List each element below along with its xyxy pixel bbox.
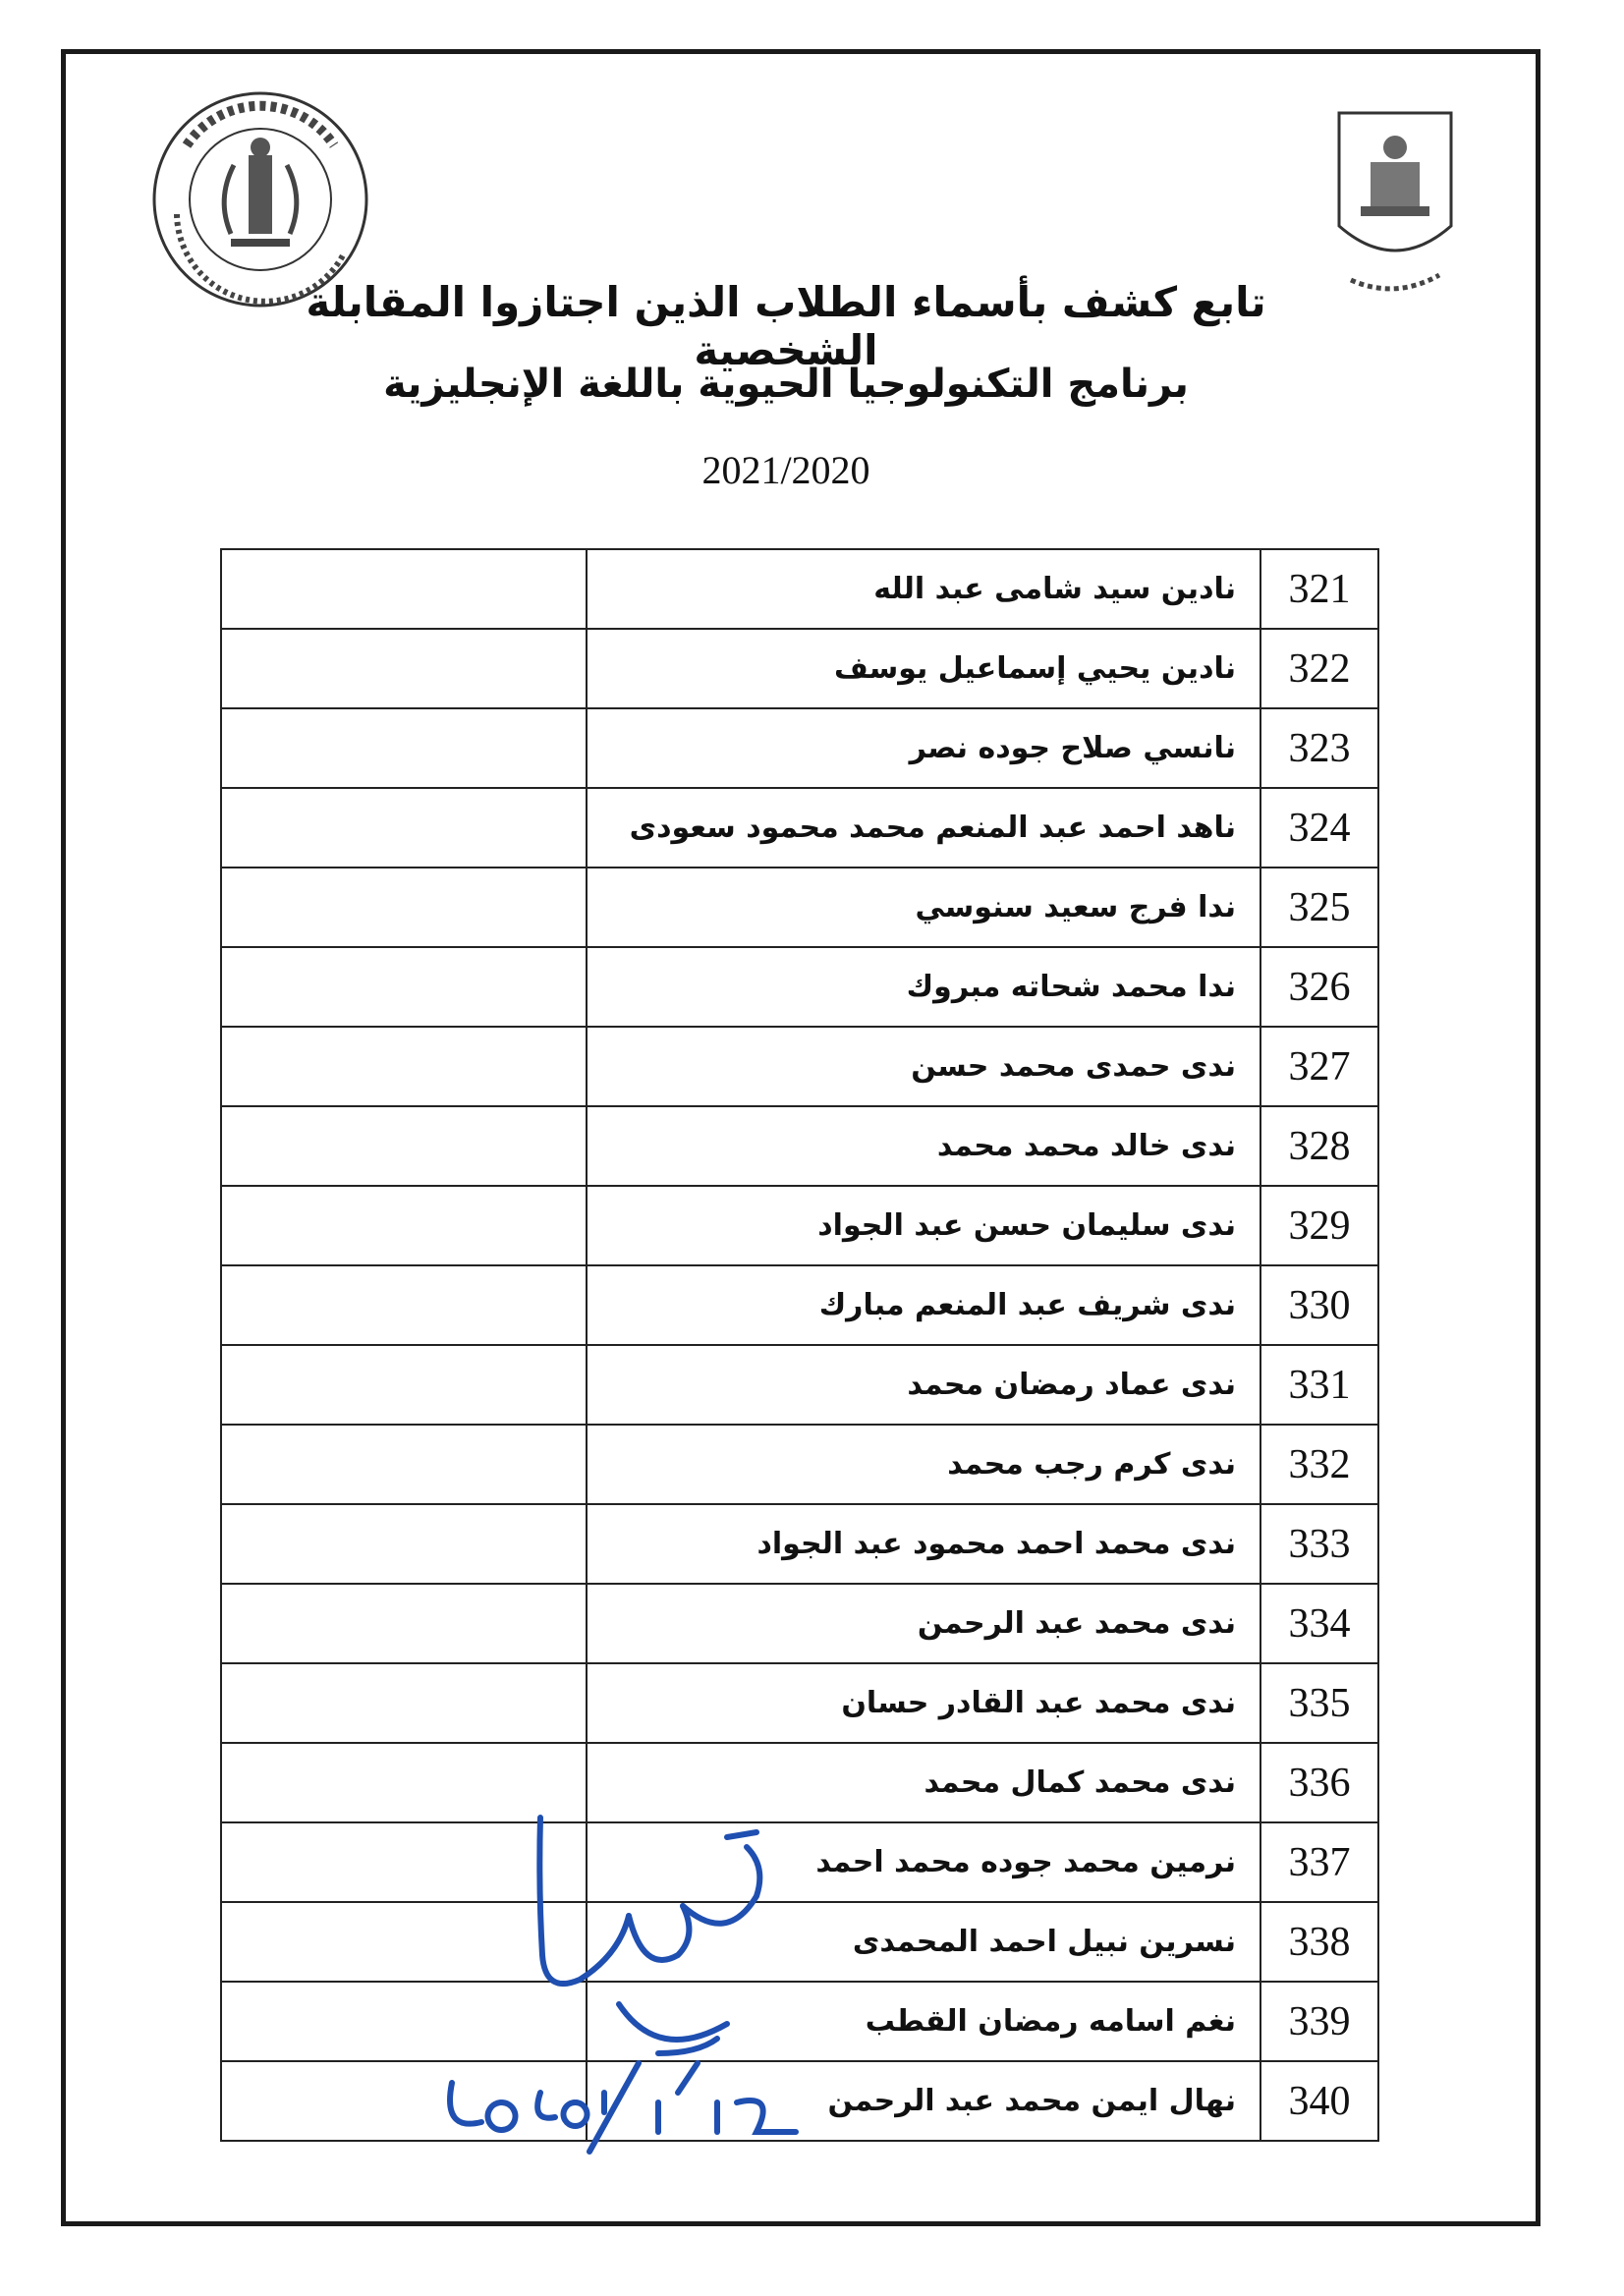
table-row <box>221 549 1378 629</box>
notes-cell <box>221 947 587 1027</box>
serial-number-cell: 326 <box>1260 947 1378 1027</box>
notes-cell <box>221 868 587 947</box>
handwritten-signature <box>432 1808 845 2181</box>
table-row <box>221 1425 1378 1504</box>
serial-number-cell: 325 <box>1260 868 1378 947</box>
student-name-cell: ندى شريف عبد المنعم مبارك <box>587 1265 1260 1345</box>
student-name-cell: نسرين نبيل احمد المحمدى <box>587 1902 1260 1982</box>
notes-cell <box>221 1345 587 1425</box>
table-row <box>221 1584 1378 1663</box>
serial-number-cell: 322 <box>1260 629 1378 708</box>
table-row <box>221 1106 1378 1186</box>
student-name-cell: ندى محمد عبد الرحمن <box>587 1584 1260 1663</box>
notes-cell <box>221 549 587 629</box>
student-name-cell: ندى محمد عبد القادر حسان <box>587 1663 1260 1743</box>
serial-number-cell: 338 <box>1260 1902 1378 1982</box>
academic-year: 2021/2020 <box>701 448 870 492</box>
student-name-cell: نادين يحيي إسماعيل يوسف <box>587 629 1260 708</box>
notes-cell <box>221 788 587 868</box>
serial-number-cell: 335 <box>1260 1663 1378 1743</box>
student-name-cell: ندا فرج سعيد سنوسي <box>587 868 1260 947</box>
notes-cell <box>221 1663 587 1743</box>
serial-number-cell: 339 <box>1260 1982 1378 2061</box>
student-name-cell: نرمين محمد جوده محمد احمد <box>587 1822 1260 1902</box>
notes-cell <box>221 629 587 708</box>
student-name-cell: ندى عماد رمضان محمد <box>587 1345 1260 1425</box>
serial-number-cell: 329 <box>1260 1186 1378 1265</box>
notes-cell <box>221 1027 587 1106</box>
student-name-cell: نادين سيد شامى عبد الله <box>587 549 1260 629</box>
serial-number-cell: 321 <box>1260 549 1378 629</box>
student-name-cell: ندا محمد شحاته مبروك <box>587 947 1260 1027</box>
notes-cell <box>221 708 587 788</box>
notes-cell <box>221 1265 587 1345</box>
document-title: تابع كشف بأسماء الطلاب الذين اجتازوا المقابلة الشخصية <box>306 278 1266 374</box>
serial-number-cell: 334 <box>1260 1584 1378 1663</box>
serial-number-cell: 330 <box>1260 1265 1378 1345</box>
serial-number-cell: 340 <box>1260 2061 1378 2141</box>
student-name-cell: نغم اسامه رمضان القطب <box>587 1982 1260 2061</box>
serial-number-cell: 337 <box>1260 1822 1378 1902</box>
serial-number-cell: 332 <box>1260 1425 1378 1504</box>
serial-number-cell: 324 <box>1260 788 1378 868</box>
student-name-cell: ندى كرم رجب محمد <box>587 1425 1260 1504</box>
table-row <box>221 947 1378 1027</box>
program-title: برنامج التكنولوجيا الحيوية باللغة الإنجليزية <box>383 362 1189 407</box>
table-row <box>221 708 1378 788</box>
table-row <box>221 1027 1378 1106</box>
student-name-cell: ندى حمدى محمد حسن <box>587 1027 1260 1106</box>
table-row <box>221 1663 1378 1743</box>
table-row <box>221 629 1378 708</box>
table-row <box>221 1265 1378 1345</box>
student-name-cell: ندى محمد كمال محمد <box>587 1743 1260 1822</box>
serial-number-cell: 331 <box>1260 1345 1378 1425</box>
notes-cell <box>221 1425 587 1504</box>
table-row <box>221 1186 1378 1265</box>
table-row <box>221 1504 1378 1584</box>
serial-number-cell: 323 <box>1260 708 1378 788</box>
student-name-cell: ندى خالد محمد محمد <box>587 1106 1260 1186</box>
notes-cell <box>221 1106 587 1186</box>
serial-number-cell: 328 <box>1260 1106 1378 1186</box>
serial-number-cell: 333 <box>1260 1504 1378 1584</box>
table-row <box>221 868 1378 947</box>
serial-number-cell: 327 <box>1260 1027 1378 1106</box>
student-name-cell: ندى سليمان حسن عبد الجواد <box>587 1186 1260 1265</box>
student-name-cell: نانسي صلاح جوده نصر <box>587 708 1260 788</box>
student-name-cell: ناهد احمد عبد المنعم محمد محمود سعودى <box>587 788 1260 868</box>
table-row <box>221 1345 1378 1425</box>
notes-cell <box>221 1186 587 1265</box>
university-logo <box>1331 108 1459 295</box>
student-name-cell: ندى محمد احمد محمود عبد الجواد <box>587 1504 1260 1584</box>
notes-cell <box>221 1504 587 1584</box>
table-row <box>221 788 1378 868</box>
notes-cell <box>221 1584 587 1663</box>
student-name-cell: نهال ايمن محمد عبد الرحمن <box>587 2061 1260 2141</box>
serial-number-cell: 336 <box>1260 1743 1378 1822</box>
